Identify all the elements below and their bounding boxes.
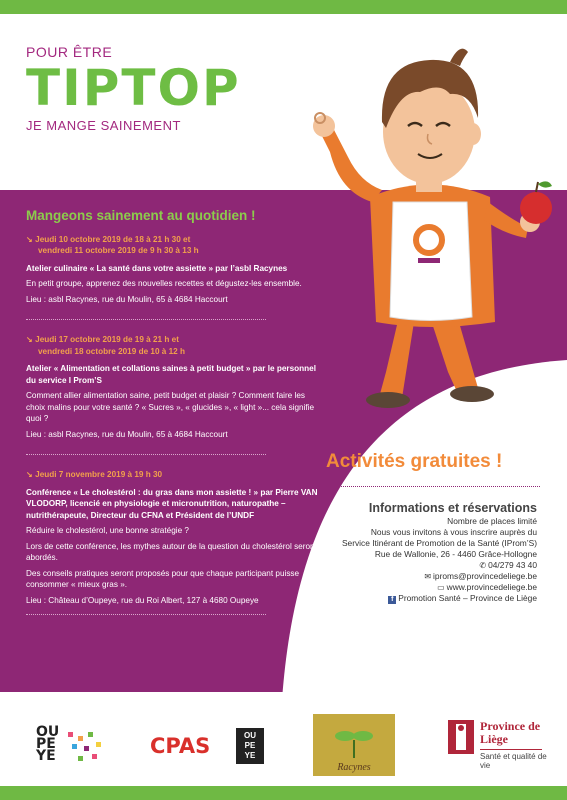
info-line: Service Itinérant de Promotion de la Santé (IProm’S) [341,538,537,548]
dotted-divider [26,454,266,455]
web-line[interactable] [277,582,537,593]
dotted-divider [26,614,266,615]
event-location: Lieu : asbl Racynes, rue du Moulin, 65 à 4684 Haccourt [26,294,228,304]
event-title: Atelier culinaire « La santé dans votre assiette » par l’asbl Racynes [26,263,288,273]
bottom-green-band [0,786,567,800]
info-block [277,503,537,604]
facebook-line[interactable] [277,593,537,604]
event-title: Atelier « Alimentation et collations saines à petit budget » par le personnel du service I Prom’S [26,364,316,385]
cpas-oupeye-box [236,728,264,764]
oupeye-logo-line: OU [36,724,60,740]
province-crest-icon [446,718,476,758]
partner-logos [0,700,567,786]
cpas-box-line: OU [244,731,256,740]
facebook-icon: f [388,596,396,604]
event-date: ↘ Jeudi 10 octobre 2019 de 18 à 21 h 30 et [26,234,191,244]
info-line: Nombre de places limité [447,516,537,526]
event-location: Lieu : Château d’Oupeye, rue du Roi Albert, 127 à 4680 Oupeye [26,595,259,605]
phone-icon: ✆ [479,561,487,570]
dotted-divider [26,319,266,320]
dotted-divider [290,486,540,487]
character-illustration [290,22,560,422]
racynes-text: Racynes [337,762,371,773]
event-description: Comment allier alimentation saine, petit budget et plaisir ? Comment faire les choix malins pour votre santé ? « Sucres », « glucides », « light »... cela signifie quoi ? [26,391,315,423]
event-description: Lors de cette conférence, les mythes autour de la question du cholestérol seront abordés. [26,541,317,562]
event-title: Conférence « Le cholestérol : du gras dans mon assiette ! » par Pierre VAN VLODORP, licencié en physiologie et micronutrition, naturopathe – nutrithérapeute, Directeur du CFNA et Président de l’UNDF [26,487,318,520]
event-date-line1: Jeudi 10 octobre 2019 de 18 à 21 h 30 et [35,234,191,244]
event-date-line2: vendredi 11 octobre 2019 de 9 h 30 à 13 h [38,246,199,255]
event-description: Des conseils pratiques seront proposés pour que chaque participant puisse consommer « mieux gras ». [26,568,300,589]
event-date: ↘ Jeudi 17 octobre 2019 de 19 à 21 h et [26,335,179,344]
event-date-line1: Jeudi 7 novembre 2019 à 19 h 30 [35,470,163,479]
brand-title: TIPTOP [26,59,241,117]
facebook-link[interactable]: Promotion Santé – Province de Liège [398,593,537,603]
phone-number: 04/279 43 40 [488,560,537,570]
website-link[interactable]: www.provincedeliege.be [446,582,537,592]
province-name: Province de Liège [480,719,541,746]
oupeye-logo [36,726,59,762]
event-location: Lieu : asbl Racynes, rue du Moulin, 65 à 4684 Haccourt [26,429,228,439]
email-link[interactable]: iproms@provincedeliege.be [433,571,537,581]
info-title: Informations et réservations [368,501,537,515]
racynes-sprout-icon [313,714,395,776]
cpas-box-line: YE [244,751,256,760]
section-title: Mangeons sainement au quotidien ! [26,208,256,223]
top-green-band [0,0,567,14]
free-activities-heading: Activités gratuites ! [326,451,503,472]
province-tagline: Santé et qualité de vie [480,752,547,770]
province-liege-logo [446,718,547,770]
event-1 [26,234,326,306]
phone-line [277,560,537,571]
cpas-box-line: PE [244,741,256,750]
event-description: En petit groupe, apprenez des nouvelles recettes et dégustez-les ensemble. [26,279,302,288]
mail-icon: ✉ [424,572,432,581]
computer-icon: ▭ [437,583,445,592]
header-line2: JE MANGE SAINEMENT [26,118,181,133]
event-description: Réduire le cholestérol, une bonne stratégie ? [26,526,189,535]
cpas-logo [150,731,256,760]
event-2 [26,334,326,440]
event-date-line1: Jeudi 17 octobre 2019 de 19 à 21 h et [35,335,179,344]
event-date: ↘ Jeudi 7 novembre 2019 à 19 h 30 [26,470,163,479]
event-date-line2: vendredi 18 octobre 2019 de 10 à 12 h [38,346,185,356]
oupeye-logo-line: PE [36,736,56,752]
racynes-logo [313,714,395,776]
info-line: Nous vous invitons à vous inscrire auprès du [370,527,537,537]
info-line: Rue de Wallonie, 26 - 4460 Grâce-Hollogne [374,549,537,559]
header-line1: POUR ÊTRE [26,44,113,60]
oupeye-logo-line: YE [36,748,56,764]
cpas-text: CPAS [150,734,211,758]
oupeye-dots-icon [64,730,114,764]
poster-header [26,44,241,133]
email-line[interactable] [277,571,537,582]
province-divider [480,749,542,750]
